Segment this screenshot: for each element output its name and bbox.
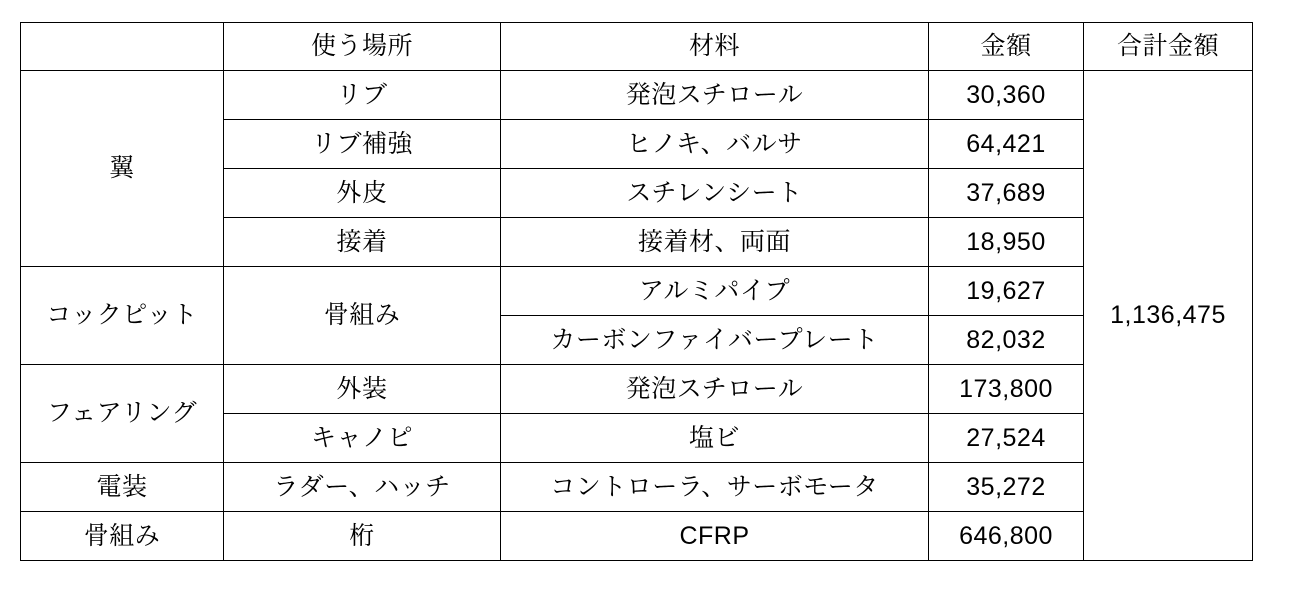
header-part — [21, 23, 224, 71]
cell-place: 桁 — [224, 512, 501, 561]
cell-amount: 37,689 — [929, 169, 1084, 218]
cell-material: 発泡スチロール — [501, 71, 929, 120]
cell-part: 翼 — [21, 71, 224, 267]
cell-material: 接着材、両面 — [501, 218, 929, 267]
cell-material: CFRP — [501, 512, 929, 561]
cell-material: カーボンファイバープレート — [501, 316, 929, 365]
cell-place: リブ補強 — [224, 120, 501, 169]
header-amount: 金額 — [929, 23, 1084, 71]
cell-material: スチレンシート — [501, 169, 929, 218]
table-header-row — [21, 23, 1253, 71]
cell-amount: 64,421 — [929, 120, 1084, 169]
table-row — [21, 71, 1253, 120]
table-row — [21, 267, 1253, 316]
cell-part: フェアリング — [21, 365, 224, 463]
cell-amount: 646,800 — [929, 512, 1084, 561]
cell-grand-total: 1,136,475 — [1084, 71, 1253, 561]
header-place: 使う場所 — [224, 23, 501, 71]
cell-place: 骨組み — [224, 267, 501, 365]
header-material: 材料 — [501, 23, 929, 71]
cell-part: 電装 — [21, 463, 224, 512]
cell-material: アルミパイプ — [501, 267, 929, 316]
cell-place: 外皮 — [224, 169, 501, 218]
cell-amount: 35,272 — [929, 463, 1084, 512]
table-row — [21, 512, 1253, 561]
header-total: 合計金額 — [1084, 23, 1253, 71]
table-row — [21, 365, 1253, 414]
cell-amount: 30,360 — [929, 71, 1084, 120]
cell-amount: 27,524 — [929, 414, 1084, 463]
cell-place: キャノピ — [224, 414, 501, 463]
cell-material: ヒノキ、バルサ — [501, 120, 929, 169]
cell-amount: 173,800 — [929, 365, 1084, 414]
table-row — [21, 463, 1253, 512]
cell-amount: 19,627 — [929, 267, 1084, 316]
table-body — [21, 23, 1253, 561]
cell-material: 塩ビ — [501, 414, 929, 463]
cell-part: 骨組み — [21, 512, 224, 561]
cell-amount: 18,950 — [929, 218, 1084, 267]
cell-place: リブ — [224, 71, 501, 120]
cost-table — [20, 22, 1253, 561]
cell-place: 外装 — [224, 365, 501, 414]
cell-amount: 82,032 — [929, 316, 1084, 365]
cell-place: ラダー、ハッチ — [224, 463, 501, 512]
cell-material: コントローラ、サーボモータ — [501, 463, 929, 512]
cell-material: 発泡スチロール — [501, 365, 929, 414]
cell-place: 接着 — [224, 218, 501, 267]
cell-part: コックピット — [21, 267, 224, 365]
